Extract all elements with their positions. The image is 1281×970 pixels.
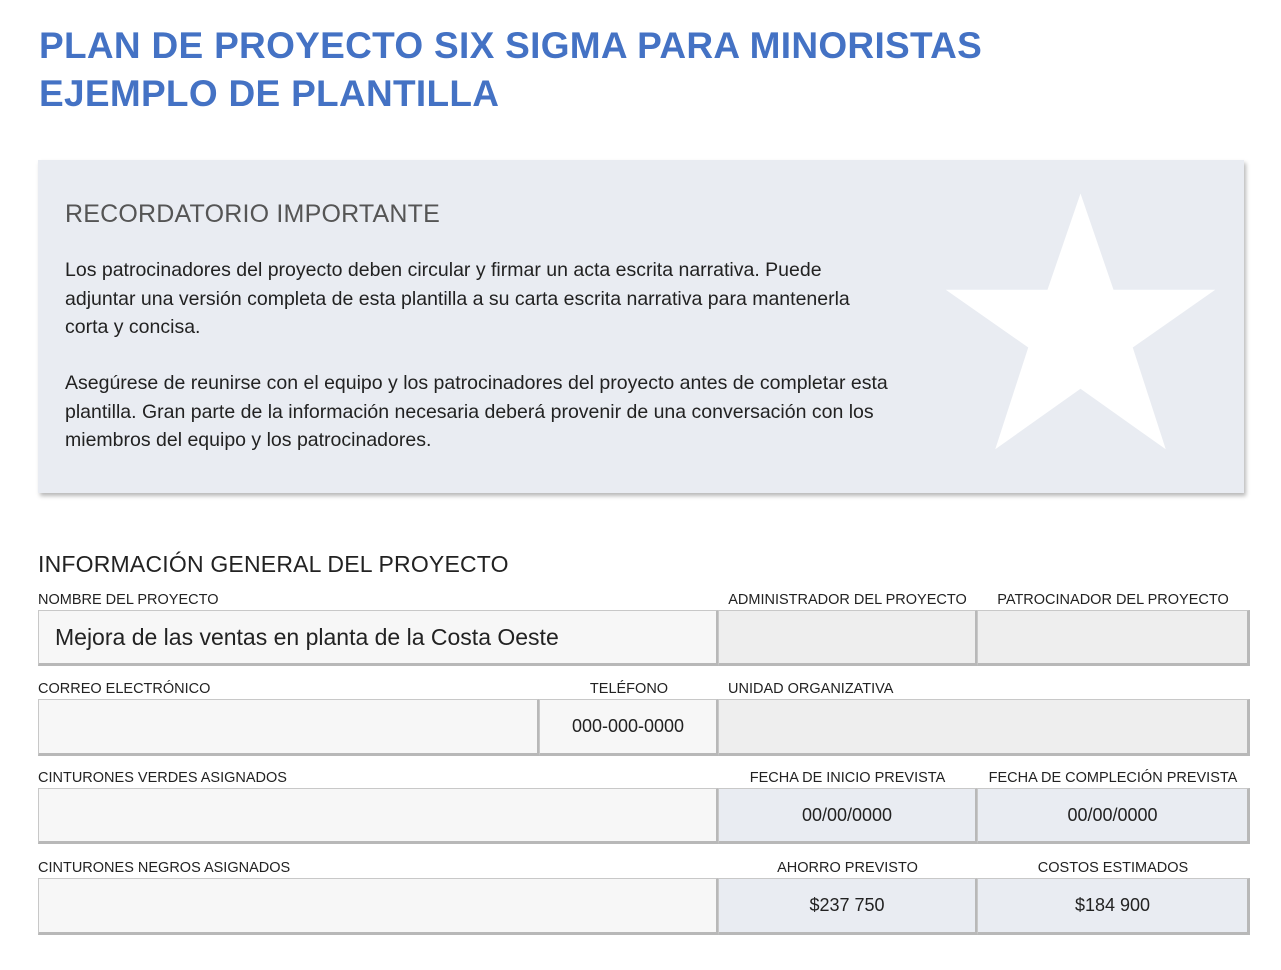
completion-date-label: FECHA DE COMPLECIÓN PREVISTA bbox=[988, 770, 1238, 786]
reminder-paragraph-1: Los patrocinadores del proyecto deben circular y firmar un acta escrita narrativa. Puede adjuntar una versión completa de esta plantilla a su carta escrita narrativa para mantenerla corta y concisa. bbox=[65, 259, 850, 338]
email-label: CORREO ELECTRÓNICO bbox=[38, 681, 211, 697]
black-belts-label: CINTURONES NEGROS ASIGNADOS bbox=[38, 860, 291, 876]
reminder-heading: RECORDATORIO IMPORTANTE bbox=[65, 200, 440, 228]
project-manager-field[interactable] bbox=[718, 610, 978, 666]
phone-label: TELÉFONO bbox=[589, 681, 669, 697]
page-title-line2: EJEMPLO DE PLANTILLA bbox=[39, 73, 500, 114]
org-unit-label: UNIDAD ORGANIZATIVA bbox=[728, 681, 894, 697]
reminder-paragraph-2: Asegúrese de reunirse con el equipo y los patrocinadores del proyecto antes de completar esta plantilla. Gran parte de la información necesaria deberá provenir de una conversación con los miembros del equipo y los patrocinadores. bbox=[65, 372, 888, 451]
estimated-costs-label: COSTOS ESTIMADOS bbox=[1037, 860, 1189, 876]
estimated-costs-field[interactable]: $184 900 bbox=[977, 878, 1250, 935]
expected-savings-field[interactable]: $237 750 bbox=[718, 878, 978, 935]
black-belts-field[interactable] bbox=[38, 878, 719, 935]
project-manager-label: ADMINISTRADOR DEL PROYECTO bbox=[728, 592, 967, 608]
start-date-field[interactable]: 00/00/0000 bbox=[718, 788, 978, 844]
project-name-label: NOMBRE DEL PROYECTO bbox=[38, 592, 219, 608]
section-title: INFORMACIÓN GENERAL DEL PROYECTO bbox=[38, 551, 509, 577]
expected-savings-label: AHORRO PREVISTO bbox=[777, 860, 918, 876]
important-reminder-panel bbox=[38, 160, 1244, 493]
star-icon bbox=[943, 188, 1218, 463]
project-sponsor-field[interactable] bbox=[977, 610, 1250, 666]
page-title bbox=[39, 22, 982, 118]
project-name-field[interactable]: Mejora de las ventas en planta de la Costa Oeste bbox=[38, 610, 719, 666]
green-belts-label: CINTURONES VERDES ASIGNADOS bbox=[38, 770, 287, 786]
page-title-line1: PLAN DE PROYECTO SIX SIGMA PARA MINORISTAS bbox=[39, 25, 983, 66]
org-unit-field[interactable] bbox=[718, 699, 1250, 756]
email-field[interactable] bbox=[38, 699, 540, 756]
green-belts-field[interactable] bbox=[38, 788, 719, 844]
project-sponsor-label: PATROCINADOR DEL PROYECTO bbox=[997, 592, 1229, 608]
phone-field[interactable]: 000-000-0000 bbox=[539, 699, 719, 756]
completion-date-field[interactable]: 00/00/0000 bbox=[977, 788, 1250, 844]
start-date-label: FECHA DE INICIO PREVISTA bbox=[749, 770, 946, 786]
